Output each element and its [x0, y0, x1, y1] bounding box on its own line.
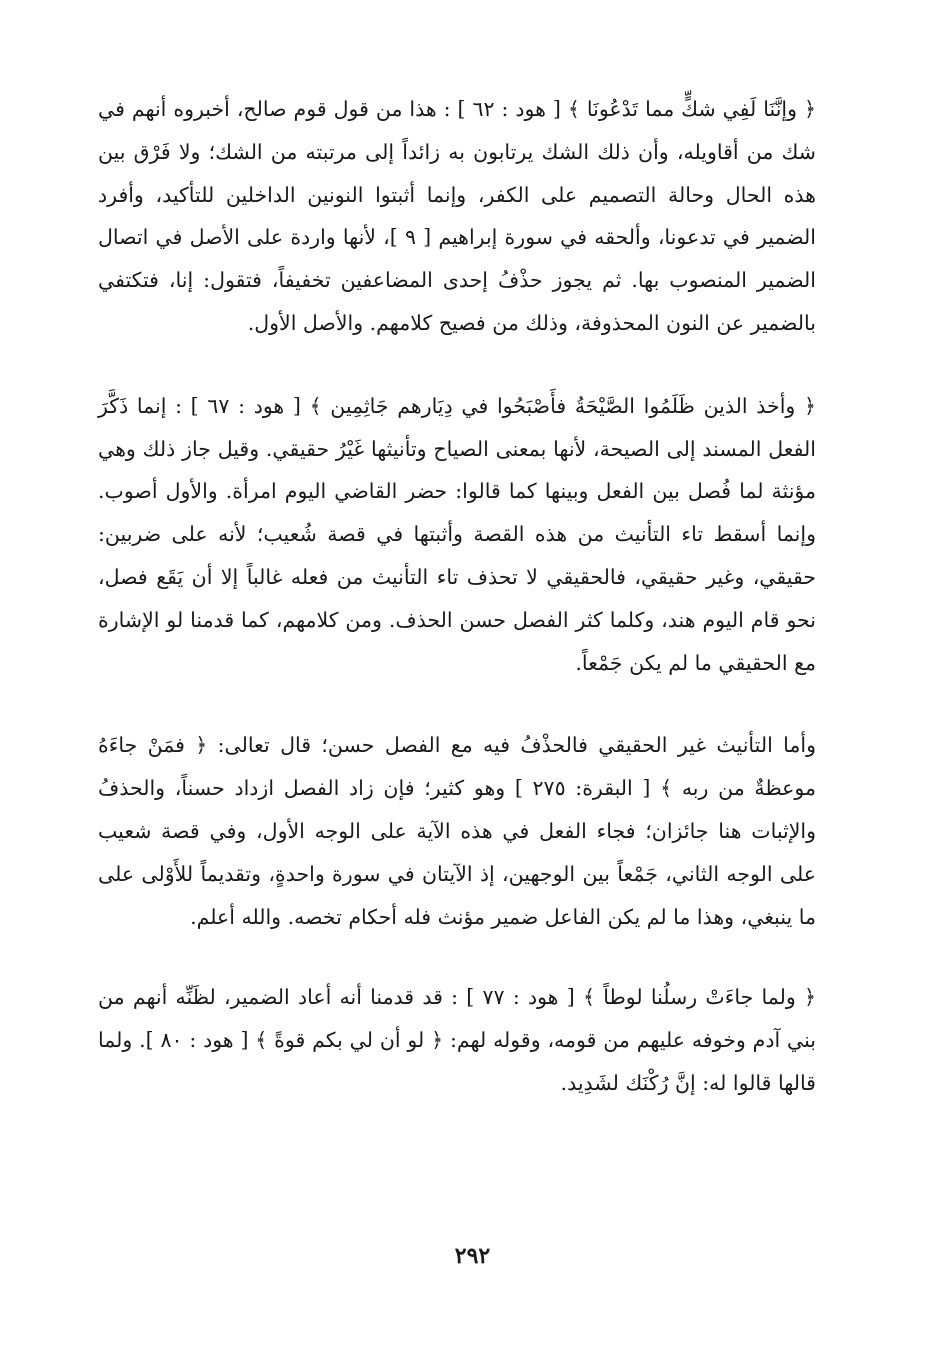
paragraph-4: ﴿ ولما جاءَتْ رسلُنا لوطاً ﴾ [ هود : ٧٧ ] : قد قدمنا أنه أعاد الضمير، لظَنِّه أنهم من بني آدم وخوفه عليهم من قومه، وقوله لهم: ﴿ لو أن لي بكم قوةً ﴾ [ هود : ٨٠ ]. ولما قالها قالوا له: إنَّ رُكْنَك لشَدِيد. [98, 985, 816, 1095]
paragraph-2: ﴿ وأخذ الذين ظَلَمُوا الصَّيْحَةُ فأَصْبَحُوا في دِيَارهم جَاثِمِين ﴾ [ هود : ٦٧ ] : إنما ذَكَّرَ الفعل المسند إلى الصيحة، لأنها بمعنى الصياح وتأنيثها غَيْرُ حقيقي. وقيل جاز ذلك وهي مؤنثة لما فُصل بين الفعل وبينها كما قالوا: حضر القاضي اليوم امرأة. والأول أصوب. وإنما أسقط تاء التأنيث من هذه القصة وأثبتها في قصة شُعيب؛ لأنه على ضربين: حقيقي، وغير حقيقي، فالحقيقي لا تحذف تاء التأنيث من فعله غالباً إلا أن يَقَع فصل، نحو قام اليوم هند، وكلما كثر الفصل حسن الحذف. ومن كلامهم، كما قدمنا لو الإشارة مع الحقيقي ما لم يكن جَمْعاً. [98, 393, 817, 675]
page-number: ٢٩٢ [454, 1243, 491, 1269]
paragraph-1: ﴿ وإنَّنَا لَفِي شكٍّ مما تَدْعُونَا ﴾ [ هود : ٦٢ ] : هذا من قول قوم صالح، أخبروه أنهم في شك من أقاويله، وأن ذلك الشك يرتابون به زائداً إلى مرتبته من الشك؛ ولا فَرْق بين هذه الحال وحالة التصميم على الكفر، وإنما أثبتوا النونين الداخلين للتأكيد، وأفرد الضمير في تدعونا، وألحقه في سورة إبراهيم [ ٩ ]، لأنها واردة على الأصل في اتصال الضمير المنصوب بها. ثم يجوز حذْفُ إحدى المضاعفين تخفيفاً، فتقول: إنا، فتكتفي بالضمير عن النون المحذوفة، وذلك من فصيح كلامهم. والأصل الأول. [98, 97, 816, 335]
page-body [98, 88, 816, 1105]
paragraph-3: وأما التأنيث غير الحقيقي فالحذْفُ فيه مع الفصل حسن؛ قال تعالى: ﴿ فمَنْ جاءَهُ موعظةٌ من ربه ﴾ [ البقرة: ٢٧٥ ] وهو كثير؛ فإن زاد الفصل ازداد حسناً، والحذفُ والإثبات هنا جائزان؛ فجاء الفعل في هذه الآية على الوجه الأول، وفي قصة شعيب على الوجه الثاني، جَمْعاً بين الوجهين، إذ الآيتان في سورة واحدةٍ، وتقديماً للأَوْلى على ما ينبغي، وهذا ما لم يكن الفاعل ضمير مؤنث فله أحكام تخصه. والله أعلم. [98, 733, 816, 929]
